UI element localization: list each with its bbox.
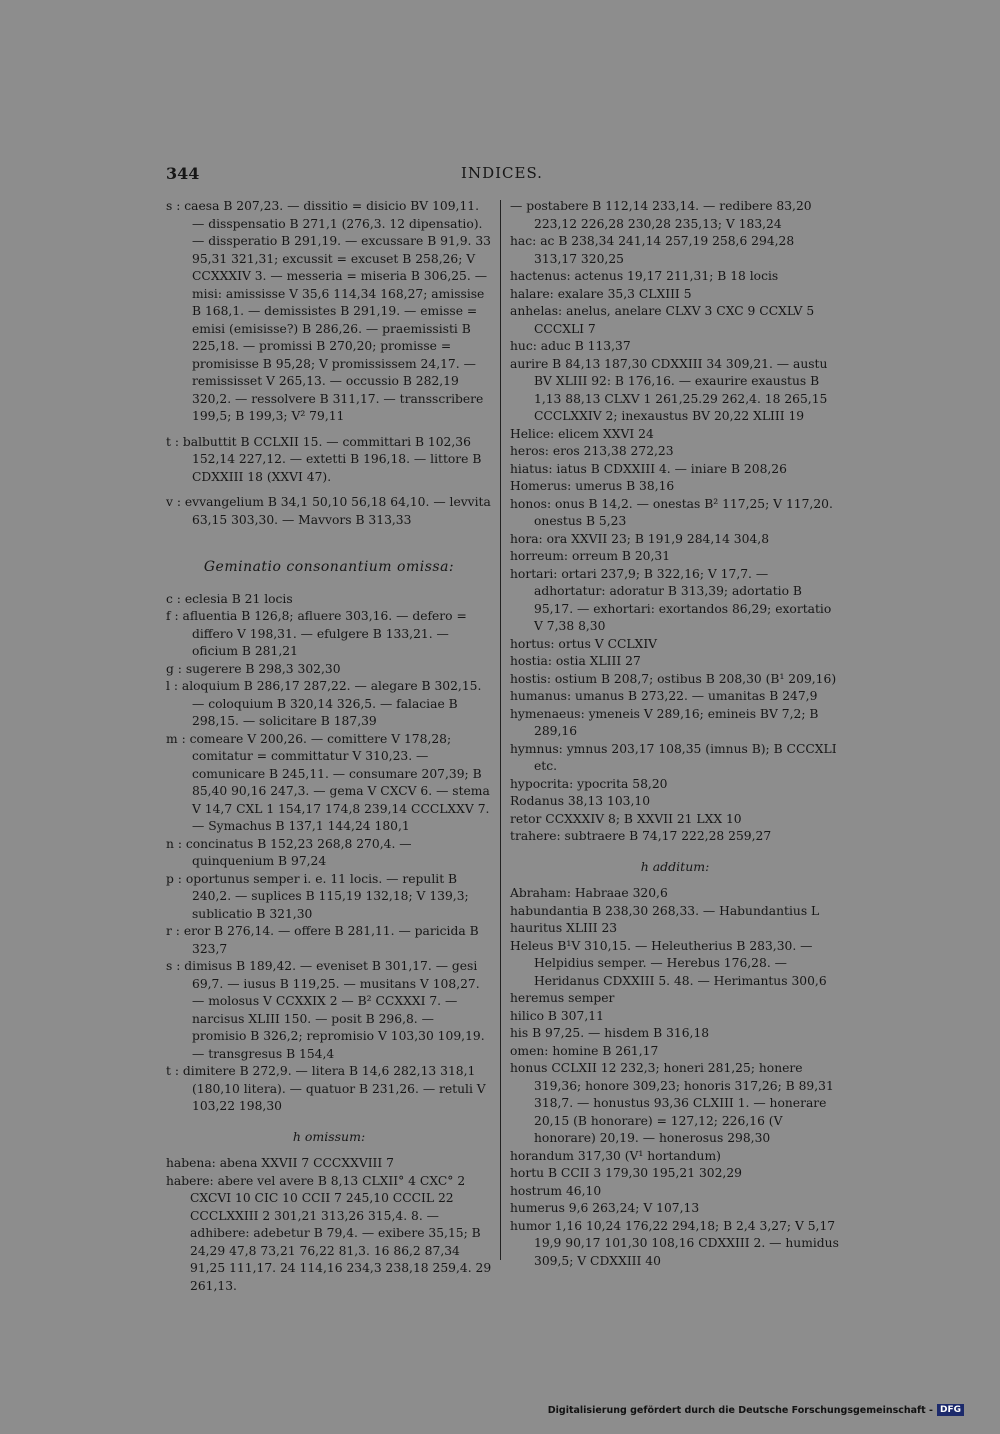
index-entry: — postabere B 112,14 233,14. — redibere 83,20 223,12 226,28 230,28 235,13; V 183,24 — [510, 199, 812, 231]
index-entry: m : comeare V 200,26. — comittere V 178,28; comitatur = committatur V 310,23. — comunicare B 245,11. — consumare 207,39; B 85,40 90,16 247,3. — gema V CXCV 6. — stema V 14,7 CXL 1 154,17 174,8 239,14 CCCLXXV 7. — Symachus B 137,1 144,24 180,1 — [166, 731, 490, 833]
running-title: INDICES. — [461, 164, 543, 182]
index-entry: habundantia B 238,30 268,33. — Habundantius L — [510, 903, 820, 918]
footer-credit — [548, 1404, 964, 1416]
index-entry: horandum 317,30 (V¹ hortandum) — [510, 1148, 721, 1163]
index-entry: hora: ora XXVII 23; B 191,9 284,14 304,8 — [510, 531, 770, 546]
index-entry: Rodanus 38,13 103,10 — [510, 794, 651, 808]
index-entry: heros: eros 213,38 272,23 — [510, 444, 674, 458]
index-entry: hilico B 307,11 — [510, 1008, 604, 1023]
index-entry: hortari: ortari 237,9; B 322,16; V 17,7. — adhortatur: adoratur B 313,39; adortatio B 95,17. — exhortari: exortandos 86,29; exortatio V 7,38 8,30 — [510, 566, 832, 633]
index-entry: t : balbuttit B CCLXII 15. — committari B 102,36 152,14 227,12. — extetti B 196,18. — littore B CDXXIII 18 (XXVI 47). — [166, 434, 482, 484]
dfg-logo-icon: DFG — [937, 1404, 964, 1416]
index-entry: trahere: subtraere B 74,17 222,28 259,27 — [510, 829, 772, 843]
index-entry: n : concinatus B 152,23 268,8 270,4. — quinquenium B 97,24 — [166, 836, 412, 868]
index-entry: habena: abena XXVII 7 CCCXXVIII 7 — [166, 1156, 395, 1170]
index-entry: heremus semper — [510, 991, 615, 1005]
index-entry: hymnus: ymnus 203,17 108,35 (imnus B); B CCCXLI etc. — [510, 741, 837, 773]
left-column — [166, 198, 492, 1295]
index-entry: r : eror B 276,14. — offere B 281,11. — paricida B 323,7 — [166, 924, 479, 956]
index-entry: v : evvangelium B 34,1 50,10 56,18 64,10. — levvita 63,15 303,30. — Mavvors B 313,33 — [166, 495, 491, 527]
sub-heading: h omissum: — [292, 1128, 366, 1144]
section-heading: Geminatio consonantium omissa: — [203, 559, 455, 575]
index-entry: hostis: ostium B 208,7; ostibus B 208,30 (B¹ 209,16) — [510, 671, 837, 686]
right-column — [510, 198, 840, 1270]
index-entry: Helice: elicem XXVI 24 — [510, 426, 654, 441]
index-entry: omen: homine B 261,17 — [510, 1043, 659, 1058]
index-entry: g : sugerere B 298,3 302,30 — [166, 661, 341, 676]
footer-credit-text: Digitalisierung gefördert durch die Deutsche Forschungsgemeinschaft - — [547, 1404, 933, 1416]
index-entry: anhelas: anelus, anelare CLXV 3 CXC 9 CCXLV 5 CCCXLI 7 — [510, 304, 815, 336]
index-entry: l : aloquium B 286,17 287,22. — alegare B 302,15. — coloquium B 320,14 326,5. — falaciae B 298,15. — solicitare B 187,39 — [166, 679, 482, 728]
index-entry: horreum: orreum B 20,31 — [510, 549, 671, 563]
index-entry: Homerus: umerus B 38,16 — [510, 479, 675, 493]
index-entry: Heleus B¹V 310,15. — Heleutherius B 283,30. — Helpidius semper. — Herebus 176,28. — Heridanus CDXXIII 5. 48. — Herimantus 300,6 — [510, 938, 827, 988]
page-number: 344 — [166, 164, 200, 183]
index-entry: s : caesa B 207,23. — dissitio = disicio BV 109,11. — disspensatio B 271,1 (276,3. 12 dipensatio). — dissperatio B 291,19. — excussare B 91,9. 33 95,31 321,31; excussit = excuset B 258,26; V CCXXXIV 3. — messeria = miseria B 306,25. — misi: amississe V 35,6 114,34 168,27; amissise B 168,1. — demissistes B 291,19. — emisse = emisi (emisisse?) B 286,26. — praemissisti B 225,18. — promissi B 270,20; promisse = promisisse B 95,28; V promississem 24,17. — remississet V 265,13. — occussio B 282,19 320,2. — ressolvere B 311,17. — transscribere 199,5; B 199,3; V² 79,11 — [166, 199, 491, 423]
index-entry: hymenaeus: ymeneis V 289,16; emineis BV 7,2; B 289,16 — [510, 706, 819, 738]
index-entry: c : eclesia B 21 locis — [166, 591, 293, 606]
index-entry: hostrum 46,10 — [510, 1183, 602, 1198]
index-entry: humerus 9,6 263,24; V 107,13 — [510, 1201, 700, 1215]
index-entry: Abraham: Habraae 320,6 — [510, 886, 668, 900]
index-entry: honus CCLXII 12 232,3; honeri 281,25; honere 319,36; honore 309,23; honoris 317,26; B 89,31 318,7. — honustus 93,36 CLXIII 1. — honerare 20,15 (B honorare) = 127,12; 226,16 (V honorare) 20,19. — honerosus 298,30 — [510, 1061, 834, 1145]
index-entry: f : afluentia B 126,8; afluere 303,16. — defero = differo V 198,31. — efulgere B 133,21. — oficium B 281,21 — [166, 609, 467, 658]
index-entry: humor 1,16 10,24 176,22 294,18; B 2,4 3,27; V 5,17 19,9 90,17 101,30 108,16 CDXXIII 2. — humidus 309,5; V CDXXIII 40 — [510, 1218, 839, 1268]
index-entry: halare: exalare 35,3 CLXIII 5 — [510, 286, 692, 301]
index-entry: his B 97,25. — hisdem B 316,18 — [510, 1026, 710, 1040]
index-entry: habere: abere vel avere B 8,13 CLXII° 4 CXC° 2 CXCVI 10 CIC 10 CCII 7 245,10 CCCIL 22 CCCLXXIII 2 301,21 313,26 315,4. 8. — adhibere: adebetur B 79,4. — exibere 35,15; B 24,29 47,8 73,21 76,22 81,3. 16 86,2 87,34 91,25 111,17. 24 114,16 234,3 238,18 259,4. 29 261,13. — [166, 1173, 492, 1293]
index-entry: hypocrita: ypocrita 58,20 — [510, 776, 668, 791]
page-header — [166, 164, 838, 188]
index-entry: hortu B CCII 3 179,30 195,21 302,29 — [510, 1166, 742, 1180]
index-entry: hostia: ostia XLIII 27 — [510, 654, 641, 668]
sub-heading: h additum: — [640, 858, 710, 874]
index-entry: hortus: ortus V CCLXIV — [510, 636, 658, 651]
index-entry: honos: onus B 14,2. — onestas B² 117,25; V 117,20. onestus B 5,23 — [510, 496, 833, 528]
index-entry: aurire B 84,13 187,30 CDXXIII 34 309,21. — austu BV XLIII 92: B 176,16. — exaurire exaustus B 1,13 88,13 CLXV 1 261,25.29 262,4. 18 265,15 CCCLXXIV 2; inexaustus BV 20,22 XLIII 19 — [510, 356, 828, 423]
index-entry: retor CCXXXIV 8; B XXVII 21 LXX 10 — [510, 811, 742, 826]
index-entry: s : dimisus B 189,42. — eveniset B 301,17. — gesi 69,7. — iusus B 119,25. — musitans V 108,27. — molosus V CCXXIX 2 — B² CCXXXI 7. — narcisus XLIII 150. — posit B 296,8. — promisio B 326,2; repromisio V 103,30 109,19. — transgresus B 154,4 — [166, 959, 485, 1061]
index-entry: huc: aduc B 113,37 — [510, 339, 631, 353]
column-divider — [500, 200, 501, 1260]
index-entry: t : dimitere B 272,9. — litera B 14,6 282,13 318,1 (180,10 litera). — quatuor B 231,26. — retuli V 103,22 198,30 — [166, 1064, 486, 1113]
index-entry: hiatus: iatus B CDXXIII 4. — iniare B 208,26 — [510, 461, 787, 476]
index-entry: hactenus: actenus 19,17 211,31; B 18 locis — [510, 269, 779, 283]
index-entry: hac: ac B 238,34 241,14 257,19 258,6 294,28 313,17 320,25 — [510, 234, 795, 266]
index-entry: hauritus XLIII 23 — [510, 921, 618, 935]
index-entry: p : oportunus semper i. e. 11 locis. — repulit B 240,2. — suplices B 115,19 132,18; V 139,3; sublicatio B 321,30 — [166, 871, 469, 921]
index-entry: humanus: umanus B 273,22. — umanitas B 247,9 — [510, 689, 818, 703]
